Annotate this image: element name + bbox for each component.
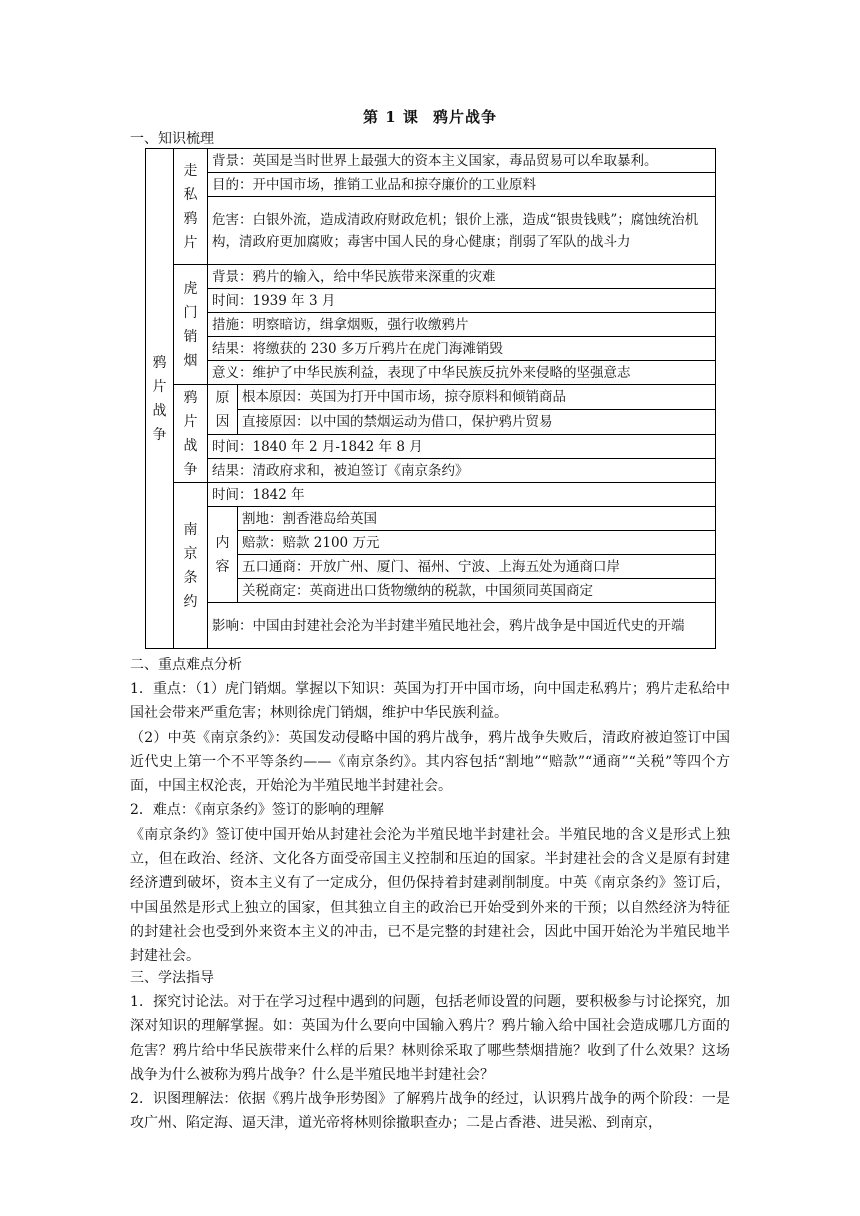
paragraph: （2）中英《南京条约》：英国发动侵略中国的鸦片战争，鸦片战争失败后，清政府被迫签订中国近代史上第一个不平等条约——《南京条约》。其内容包括“割地”“赔款”“通商”“关税”等四个方面，中国主权沦丧，开始沦为半殖民地半封建社会。: [130, 729, 730, 795]
content-cell: [208, 507, 238, 603]
table-row: 割地：割香港岛给英国: [238, 507, 716, 531]
table-row: 意义：维护了中华民族利益，表现了中华民族反抗外来侵略的坚强意志: [208, 361, 716, 385]
group-humen-label: 虎门销烟: [183, 280, 198, 369]
table-row: 结果：清政府求和，被迫签订《南京条约》: [208, 459, 716, 483]
knowledge-table: [145, 148, 716, 649]
lesson-number: 第 1 课: [363, 108, 419, 126]
table-row: 关税商定：英商进出口货物缴纳的税款，中国须同英国商定: [238, 579, 716, 603]
table-row: 目的：开中国市场，推销工业品和掠夺廉价的工业原料: [208, 173, 716, 197]
paragraph: 2．识图理解法：依据《鸦片战争形势图》了解鸦片战争的经过，认识鸦片战争的两个阶段：一是攻广州、陷定海、逼天津，道光帝将林则徐撤职查办；二是占香港、进吴淞、到南京，: [130, 1091, 730, 1132]
table-row: 赔款：赔款 2100 万元: [238, 531, 716, 555]
page-title: [0, 106, 860, 127]
table-row: 五口通商：开放广州、厦门、福州、宁波、上海五处为通商口岸: [238, 555, 716, 579]
table-row: 背景：鸦片的输入，给中华民族带来深重的灾难: [208, 265, 716, 289]
table-row: 背景：英国是当时世界上最强大的资本主义国家，毒品贸易可以牟取暴利。: [208, 149, 716, 173]
table-row: 时间：1842 年: [208, 483, 716, 507]
paragraph: 1．重点：（1）虎门销烟。掌握以下知识：英国为打开中国市场，向中国走私鸦片；鸦片走私给中国社会带来严重危害；林则徐虎门销烟，维护中华民族利益。: [130, 681, 730, 722]
table-row: 结果：将缴获的 230 多万斤鸦片在虎门海滩销毁: [208, 337, 716, 361]
cause-label: 原因: [215, 389, 230, 430]
group-smuggling: [174, 149, 208, 265]
section-heading-3: 三、学法指导: [130, 970, 214, 986]
content-label: 内容: [215, 534, 230, 575]
group-humen: [174, 265, 208, 385]
paragraph: 1．探究讨论法。对于在学习过程中遇到的问题，包括老师设置的问题，要积极参与讨论探究，加深对知识的理解掌握。如：英国为什么要向中国输入鸦片？鸦片输入给中国社会造成哪几方面的危害？鸦片给中华民族带来什么样的后果？林则徐采取了哪些禁烟措施？收到了什么效果？这场战争为什么被称为鸦片战争？什么是半殖民地半封建社会？: [130, 994, 730, 1083]
table-row: 根本原因：英国为打开中国市场，掠夺原料和倾销商品: [238, 385, 716, 410]
table-row: 时间：1939 年 3 月: [208, 289, 716, 313]
main-topic-cell: [146, 149, 174, 649]
lesson-name: 鸦片战争: [432, 108, 497, 126]
group-treaty-label: 南京条约: [183, 521, 198, 610]
table-row: 危害：白银外流，造成清政府财政危机；银价上涨，造成“银贵钱贱”；腐蚀统治机构，清政府更加腐败；毒害中国人民的身心健康；削弱了军队的战斗力: [208, 197, 716, 265]
table-row: 时间：1840 年 2 月-1842 年 8 月: [208, 435, 716, 459]
section-2-body: [130, 677, 730, 969]
paragraph: 2．难点：《南京条约》签订的影响的理解: [130, 802, 384, 819]
group-war-label: 鸦片战争: [183, 389, 198, 478]
main-topic-label: 鸦片战争: [152, 354, 167, 443]
section-heading-2: 二、重点难点分析: [130, 657, 242, 673]
section-3-body: [130, 990, 730, 1136]
paragraph: 《南京条约》签订使中国开始从封建社会沦为半殖民地半封建社会。半殖民地的含义是形式上独立，但在政治、经济、文化各方面受帝国主义控制和压迫的国家。半封建社会的含义是原有封建经济遭到破坏，资本主义有了一定成分，但仍保持着封建剥削制度。中英《南京条约》签订后，中国虽然是形式上独立的国家，但其独立自主的政治已开始受到外来的干预；以自然经济为特征的封建社会也受到外来资本主义的冲击，已不是完整的封建社会，因此中国开始沦为半殖民地半封建社会。: [130, 826, 730, 965]
group-treaty: [174, 483, 208, 649]
section-heading-1: 一、知识梳理: [130, 131, 214, 147]
cause-cell: [208, 385, 238, 435]
table-row: 直接原因：以中国的禁烟运动为借口，保护鸦片贸易: [238, 410, 716, 435]
table-row: 影响：中国由封建社会沦为半封建半殖民地社会，鸦片战争是中国近代史的开端: [208, 603, 716, 649]
group-war: [174, 385, 208, 483]
group-smuggling-label: 走私鸦片: [183, 162, 198, 251]
table-row: 措施：明察暗访，缉拿烟贩，强行收缴鸦片: [208, 313, 716, 337]
